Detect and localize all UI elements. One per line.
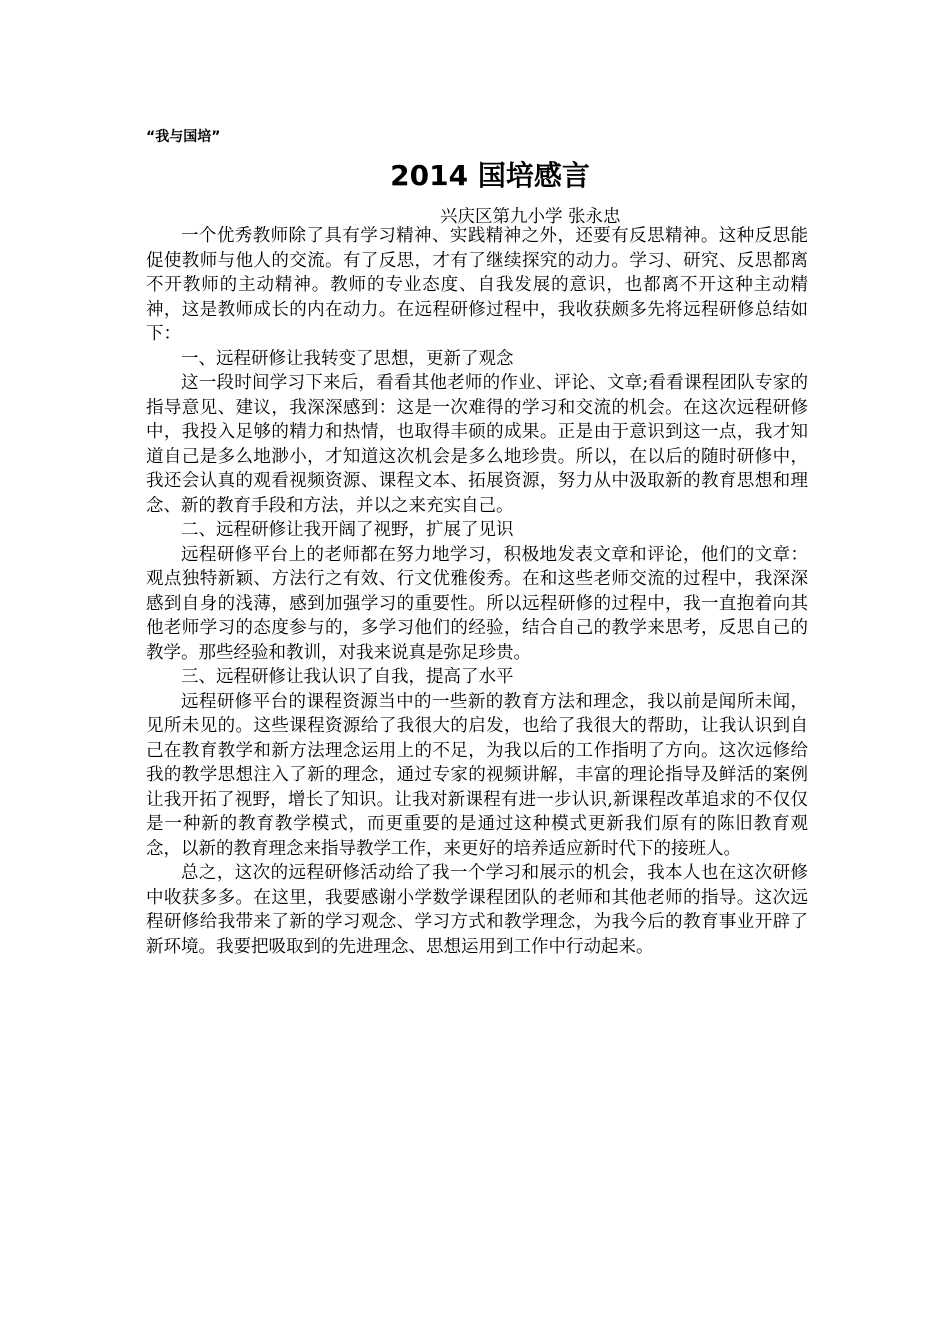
paragraph-section-3: 远程研修平台的课程资源当中的一些新的教育方法和理念，我以前是闻所未闻，见所未见的。这些课程资源给了我很大的启发，也给了我很大的帮助，让我认识到自己在教育教学和新方法理念运用上的不足，为我以后的工作指明了方向。这次远修给我的教学思想注入了新的理念，通过专家的视频讲解，丰富的理论指导及鲜活的案例让我开拓了视野，增长了知识。让我对新课程有进一步认识,新课程改革追求的不仅仅是一种新的教育教学模式，而更重要的是通过这种模式更新我们原有的陈旧教育观念，以新的教育理念来指导教学工作，来更好的培养适应新时代下的接班人。 xyxy=(146,691,808,859)
paragraph-section-1: 这一段时间学习下来后，看看其他老师的作业、评论、文章;看看课程团队专家的指导意见、建议，我深深感到：这是一次难得的学习和交流的机会。在这次远程研修中，我投入足够的精力和热情，也取得丰硕的成果。正是由于意识到这一点，我才知道自己是多么地渺小，才知道这次机会是多么地珍贵。所以，在以后的随时研修中，我还会认真的观看视频资源、课程文本、拓展资源，努力从中汲取新的教育思想和理念、新的教育手段和方法，并以之来充实自己。 xyxy=(146,373,808,516)
paragraph-section-2: 远程研修平台上的老师都在努力地学习，积极地发表文章和评论，他们的文章：观点独特新颖、方法行之有效、行文优雅俊秀。在和这些老师交流的过程中，我深深感到自身的浅薄，感到加强学习的重要性。所以远程研修的过程中，我一直抱着向其他老师学习的态度参与的，多学习他们的经验，结合自己的教学来思考，反思自己的教学。那些经验和教训，对我来说真是弥足珍贵。 xyxy=(146,544,808,663)
page-title: 2014 国培感言 xyxy=(390,159,590,192)
tag-line: “我与国培” xyxy=(146,129,221,145)
section-heading-2: 二、远程研修让我开阔了视野，扩展了见识 xyxy=(181,520,514,540)
section-heading-3: 三、远程研修让我认识了自我，提高了水平 xyxy=(181,667,514,687)
author-line: 兴庆区第九小学 张永忠 xyxy=(440,207,621,227)
paragraph-conclusion: 总之，这次的远程研修活动给了我一个学习和展示的机会，我本人也在这次研修中收获多多。在这里，我要感谢小学数学课程团队的老师和其他老师的指导。这次远程研修给我带来了新的学习观念、学习方式和教学理念，为我今后的教育事业开辟了新环境。我要把吸取到的先进理念、思想运用到工作中行动起来。 xyxy=(146,863,808,957)
section-heading-1: 一、远程研修让我转变了思想，更新了观念 xyxy=(181,348,514,369)
body-text xyxy=(146,224,808,959)
paragraph-intro: 一个优秀教师除了具有学习精神、实践精神之外，还要有反思精神。这种反思能促使教师与他人的交流。有了反思，才有了继续探究的动力。学习、研究、反思都离不开教师的主动精神。教师的专业态度、自我发展的意识，也都离不开这种主动精神，这是教师成长的内在动力。在远程研修过程中，我收获颇多先将远程研修总结如下： xyxy=(146,226,808,344)
